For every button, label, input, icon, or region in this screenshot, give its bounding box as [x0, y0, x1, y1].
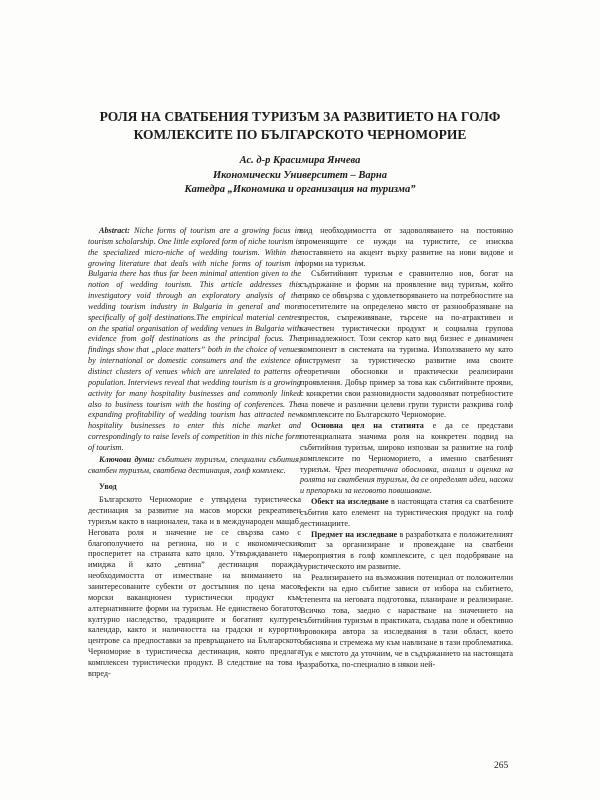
main-goal-italic: Чрез теоретична обосновка, анализ и оценка на ролята на сватбения туризъм, да се определят идеи, насоки и препоръки за неговото повишаване.	[300, 464, 513, 496]
paragraph-event-tourism: Събитийният туризъм е сравнително нов, богат на съдържание и форми на проявление вид туризъм, който пряко се обвързва с удовлетворяването на потребностите на посетителите на определено място от разнообразяване на престоя, съпреживяване, търсене на по-атрактивен и качествен туристически продукт и социална групова принадлежност. Този сектор като вид бизнес е динамичен компонент в системата на туризма. Използването му като инструмент за туристическо развитие има своите теоретични обосновки и практически реализирани проявления. Добър пример за това как събитийните прояви, с конкретни свои разновидности задоволяват потребностите на повече и различни целеви групи туристи разкрива голф комплексите по Българското Черноморие.	[300, 269, 513, 420]
keywords-label: Ключови думи:	[99, 454, 155, 464]
author-university: Икономически Университет – Варна	[212, 169, 388, 181]
keywords-text: събитиен туризъм, специални събития, сватбен туризъм, сватбена дестинация, голф комплекс.	[88, 454, 301, 475]
paragraph-object	[300, 497, 513, 530]
intro-paragraph: Българското Черноморие е утвърдена туристическа дестинация за развитие на масов морски рекреативен туризъм както в национален, така и в международен мащаб. Неговата роля и значение не се свързва само с благополучието на региона, но и с икономическия просперитет на страната като цяло. Утвърждаването на имиджа й като „евтина” дестинация поражда необходимостта от изместване на вниманието на заинтересованите субекти от достъпния по цена масов морски ваканционен туристически продукт към алтернативните форми на туризъм. Не единствено богатото културно наследство, традициите и богатият културен календар, както и наличността на градски и курортни центрове са предпоставки за превръщането на Българското Черноморие в туристическа дестинация, която предлага комплексен туристически продукт. В следствие на това и впред-	[88, 495, 301, 678]
object-text: в настоящата статия са сватбените събития като елемент на туристическия продукт на голф дестинациите.	[300, 497, 513, 528]
page-number: 265	[494, 761, 509, 771]
subject-label: Предмет на изследване	[311, 529, 398, 539]
abstract	[88, 226, 301, 454]
abstract-label: Abstract:	[99, 226, 130, 235]
paragraph-continued: вид необходимостта от задоволяването на постоянно променящите се нужди на туристите, се изисква поставянето на акцент върху развитие на нови видове и форми на туризъм.	[300, 226, 513, 268]
abstract-text: Niche forms of tourism are a growing focus in tourism scholarship. One little explored form of niche tourism is the specialized micro-niche of wedding tourism. Within the growing literature that deals with niche forms of tourism in Bulgaria there has thus far been minimal attention given to the notion of wedding tourism. This article addresses this investigatory void through an exploratory analysis of the wedding tourism industry in Bulgaria in general and more specifically of golf destinations.The empirical material centres on the spatial organisation of wedding venues in Bulgaria with evidence from golf destinations as the principal focus. The findings show that „place matters” both in the choice of venues by international or domestic consumers and the existence of distinct clusters of venues which are unrelated to patterns of population. Interviews reveal that wedding tourism is a growing activity for many hospitality businesses and commonly linked also to business tourism with the hosting of conferences. The expanding profitability of wedding tourism has attracted new hospitality businesses to enter this niche market and correspondingly to raise levels of competition in this niche form of tourism.	[88, 226, 301, 452]
main-goal-text: е да се представи потенциалната значима роля на конкретен подвид на събитийния туризъм, широко изпозван за развитие на голф комплексите по Черноморието, а именно сватбеният туризъм.	[300, 421, 513, 474]
author-block	[70, 154, 530, 198]
author-name: Ас. д-р Красимира Янчева	[239, 155, 361, 166]
paper-title	[70, 108, 530, 144]
paragraph-main-goal	[300, 421, 513, 497]
section-heading-intro: Увод	[99, 482, 117, 492]
title-line-1: РОЛЯ НА СВАТБЕНИЯ ТУРИЗЪМ ЗА РАЗВИТИЕТО НА ГОЛФ	[99, 109, 501, 124]
object-label: Обект на изследване	[311, 497, 389, 507]
keywords	[88, 455, 301, 477]
title-line-2: КОМЛЕКСИТЕ ПО БЪЛГАРСКОТО ЧЕРНОМОРИЕ	[133, 127, 467, 142]
paragraph-subject	[300, 530, 513, 573]
author-department: Катедра „Икономика и организация на туризма”	[184, 184, 416, 195]
subject-text: в разработката е положителният опит за организиране и провеждане на сватбени мероприятия в голф комплексите, с цел подобряване на туристическото им развитие.	[300, 529, 513, 572]
right-column	[300, 226, 513, 671]
left-column	[88, 226, 301, 680]
main-goal-label: Основна цел на статията	[311, 421, 424, 431]
paragraph-potential: Реализирането на възможния потенциал от положителни ефекти на едно събитие зависи от избора на събитието, степента на неговата подготовка, планиране и реализиране. Всичко това, заедно с нарастване на значението на събитийния туризъм в практиката, създава поле и обективно провокира автора за изследвания в тази област, което обяснява и стремежа му към навлизане в тази проблематика. Тук е мястото да уточним, че в съдържанието на настоящата разработка, по-специално в някои ней-	[300, 573, 513, 669]
